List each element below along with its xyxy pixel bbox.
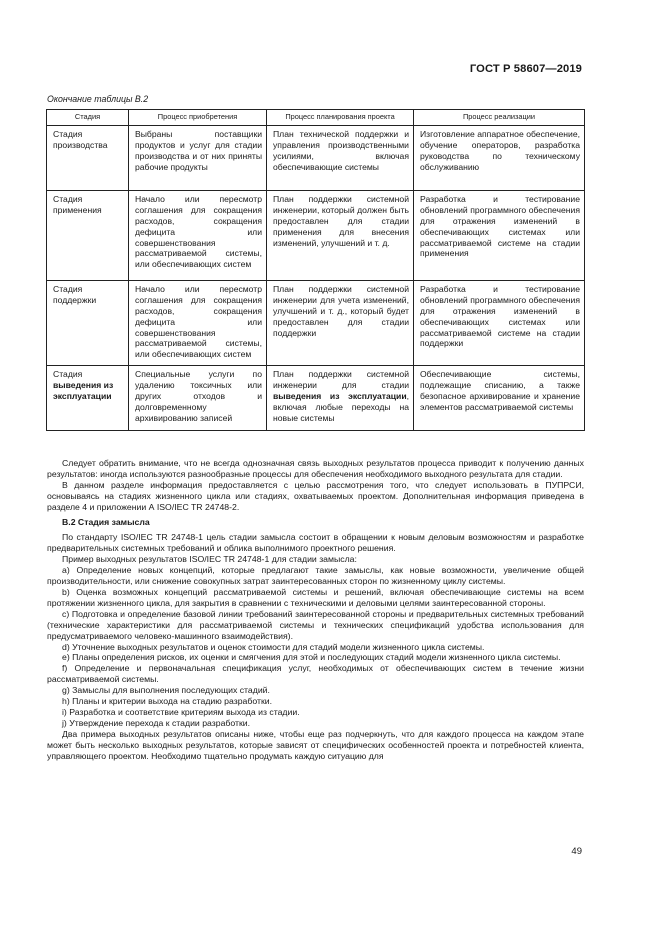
implementation-cell: Обеспечивающие системы, подлежащие списанию, а также безопасное архивирование и хранение элементов рассматриваемой системы [414,366,585,431]
header-acquisition: Процесс приобретения [129,110,267,126]
stage-cell: Стадия поддержки [47,280,129,365]
implementation-cell: Изготовление аппаратное обеспечение, обучение операторов, разработка руководства по техническому обслуживанию [414,125,585,190]
planning-cell: План технической поддержки и управления производственными усилиями, включая обеспечивающие системы [267,125,414,190]
standard-number: ГОСТ Р 58607—2019 [469,63,582,75]
stage-cell: Стадия производства [47,125,129,190]
planning-cell: План поддержки системной инженерии, который должен быть предоставлен для стадии применения для внесения изменений, улучшений и т. д. [267,190,414,280]
table-caption: Окончание таблицы В.2 [47,94,149,104]
acquisition-cell: Специальные услуги по удалению токсичных или других отходов и долговременному архивированию записей [129,366,267,431]
table-row [47,125,585,190]
planning-text-a: План поддержки системной инженерии для стадии [273,369,409,391]
stage-cell [47,366,129,431]
table-header-row [47,110,585,126]
implementation-cell: Разработка и тестирование обновлений программного обеспечения для отражения изменений в обеспечивающих системах или рассматриваемой системе на стадии применения [414,190,585,280]
paragraph: Следует обратить внимание, что не всегда однозначная связь выходных результатов процесса приводит к получению данных результатов: иногда используются разнообразные процессы для обеспечения необходимого выходного результата для стадии. [47,458,584,479]
planning-text-c: , включая любые переходы на новые системы [273,391,409,423]
list-item: с) Подготовка и определение базовой линии требований заинтересованной стороны и предварительных системных требований (технические характеристики для рассматриваемой системы и технических спецификаций удобства использования для предусматриваемого человеко-машинного взаимодействия). [47,608,584,641]
list-item: f) Определение и первоначальная спецификация услуг, необходимых от обеспечивающих систем в течение жизни рассматриваемой системы. [47,663,584,685]
header-stage: Стадия [47,110,129,126]
list-item: j) Утверждение перехода к стадии разработки. [62,717,251,728]
implementation-cell: Разработка и тестирование обновлений программного обеспечения для отражения изменений в обеспечивающих системах или рассматриваемой системе на стадии поддержки [414,280,585,365]
page-number: 49 [571,846,582,857]
stage-cell: Стадия применения [47,190,129,280]
section-heading: В.2 Стадия замысла [62,516,150,527]
header-planning: Процесс планирования проекта [267,110,414,126]
paragraph: В данном разделе информация предоставляется с целью рассмотрения того, что следует использовать в ПУПРСИ, основываясь на стадиях жизненного цикла или стадиях, охватываемых проектом. Дополнительная информация приведена в разделе 4 и приложении А ISO/IEC TR 24748-2. [47,479,584,512]
stages-table [46,109,585,431]
acquisition-cell: Выбраны поставщики продуктов и услуг для стадии производства и от них приняты рабочие продукты [129,125,267,190]
paragraph: По стандарту ISO/IEC TR 24748-1 цель стадии замысла состоит в обращении к новым деловым возможностям и разработке предварительных системных требований и облика выполнимого проектного решения. [47,532,584,554]
list-item: d) Уточнение выходных результатов и оценок стоимости для стадий модели жизненного цикла системы. [62,641,485,652]
body-text [47,458,584,761]
table-row [47,280,585,365]
header-implementation: Процесс реализации [414,110,585,126]
planning-text-bold: выведения из эксплуатации [273,391,407,402]
paragraph: Два примера выходных результатов описаны ниже, чтобы еще раз подчеркнуть, что для каждого процесса на каждом этапе может быть несколько выходных результатов, которые зависят от специфических особенностей проекта и потребностей клиента, управляющего проектом. Необходимо тщательно продумать каждую ситуацию для [47,728,584,761]
list-item: h) Планы и критерии выхода на стадию разработки. [62,696,273,707]
list-item: b) Оценка возможных концепций рассматриваемой системы и решений, включая обеспечивающие системы на всем протяжении жизненного цикла, для закрытия в сравнении с техническими и деловыми целями заинтересованной стороны. [47,586,584,608]
planning-cell: План поддержки системной инженерии для учета изменений, улучшений и т. д., который будет предоставлен для стадии поддержки [267,280,414,365]
table-row [47,190,585,280]
stage-label: Стадия [53,369,83,380]
planning-cell [267,366,414,431]
list-item: i) Разработка и соответствие критериям выхода из стадии. [62,706,300,717]
acquisition-cell: Начало или пересмотр соглашения для сокращения расходов, сокращения дефицита или совершенствования рассматриваемой системы, или обеспечивающих систем [129,280,267,365]
stage-label-bold: выведения из эксплуатации [53,380,114,402]
list-item: а) Определение новых концепций, которые предлагают такие замыслы, как новые возможности, увеличение общей производительности, или снижение совокупных затрат заинтересованных сторон по жизненному циклу системы. [47,565,584,587]
table-row [47,366,585,431]
list-item: е) Планы определения рисков, их оценки и смягчения для этой и последующих стадий модели жизненного цикла системы. [62,652,561,663]
paragraph: Пример выходных результатов ISO/IEC TR 24748-1 для стадии замысла: [62,554,357,565]
acquisition-cell: Начало или пересмотр соглашения для сокращения расходов, сокращения дефицита или совершенствования рассматриваемой системы, или обеспечивающих систем [129,190,267,280]
list-item: g) Замыслы для выполнения последующих стадий. [62,685,270,696]
